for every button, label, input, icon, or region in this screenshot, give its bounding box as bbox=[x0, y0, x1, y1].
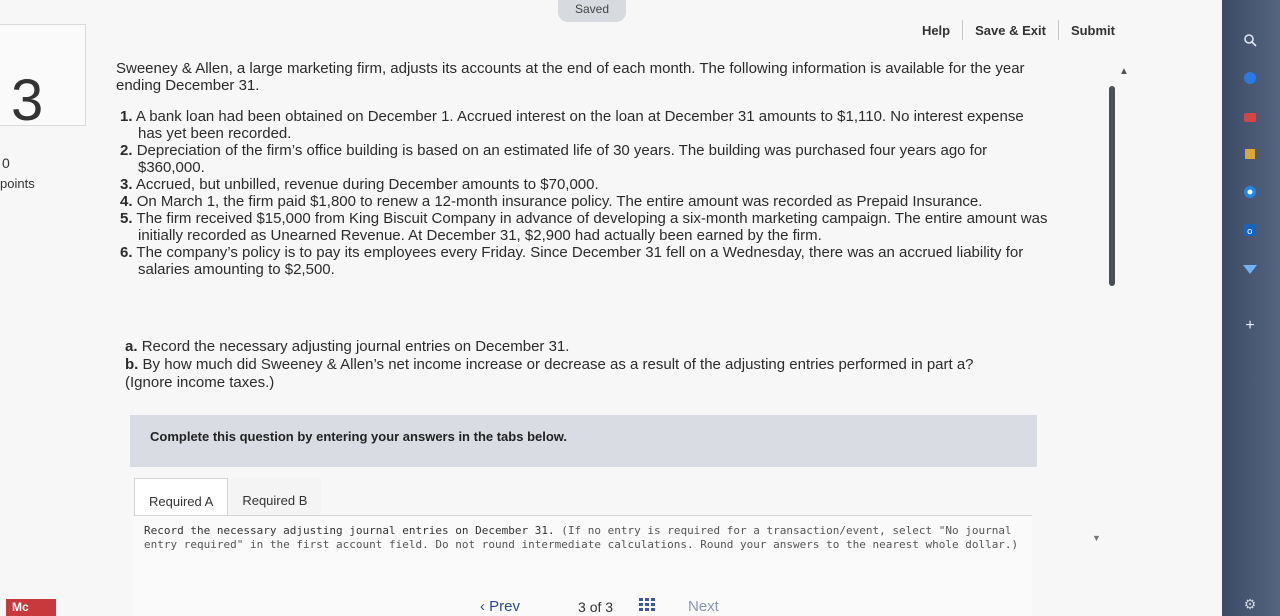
prev-button[interactable]: ‹ Prev bbox=[480, 598, 521, 615]
part-b: b. By how much did Sweeney & Allen’s net income increase or decrease as a result of the adjusting entries performed in part a? bbox=[125, 356, 974, 373]
help-link[interactable]: Help bbox=[921, 22, 951, 38]
chevron-down-icon[interactable]: ▼ bbox=[1092, 533, 1101, 543]
tab-required-b[interactable]: Required B bbox=[228, 478, 321, 524]
chevron-left-icon: ‹ bbox=[480, 598, 485, 615]
blue-circle-icon[interactable] bbox=[1240, 70, 1260, 86]
instruction-banner bbox=[130, 415, 1037, 467]
submit-button[interactable]: Submit bbox=[1070, 22, 1115, 38]
red-bag-icon[interactable] bbox=[1240, 108, 1260, 124]
search-icon[interactable] bbox=[1240, 32, 1260, 48]
blue-refresh-icon[interactable] bbox=[1240, 184, 1260, 200]
top-bar bbox=[0, 0, 1222, 52]
panel-instructions: Record the necessary adjusting journal entries on December 31. (If no entry is required for a transaction/event, select "No journal entry required" in the first account field. Do not round intermediate calculations. Round your answers to the nearest whole dollar.) bbox=[144, 524, 1019, 551]
scrollbar-thumb[interactable] bbox=[1109, 86, 1115, 286]
header-links bbox=[910, 20, 1127, 40]
part-a: a. Record the necessary adjusting journal entries on December 31. bbox=[125, 338, 570, 355]
points-value: 0 bbox=[2, 155, 10, 171]
gold-icon[interactable] bbox=[1240, 146, 1260, 162]
save-exit-button[interactable]: Save & Exit bbox=[975, 22, 1046, 38]
page-indicator: 3 of 3 bbox=[578, 599, 614, 615]
settings-icon[interactable]: ⚙ bbox=[1243, 595, 1257, 612]
list-item: 5. The firm received $15,000 from King Biscuit Company in advance of developing a six-month marketing campaign. The entire amount was initially recorded as Unearned Revenue. At December 31, $2,900 had actually been earned by the firm. bbox=[120, 210, 1048, 244]
grid-icon[interactable] bbox=[639, 598, 655, 612]
list-item: 6. The company’s policy is to pay its employees every Friday. Since December 31 fell on a Wednesday, there was an accrued liability for salaries amounting to $2,500. bbox=[120, 244, 1024, 278]
outlook-icon[interactable] bbox=[1240, 222, 1260, 238]
list-item: 1. A bank loan had been obtained on December 1. Accrued interest on the loan at December 31 amounts to $1,110. No interest expense has yet been recorded. bbox=[120, 108, 1024, 142]
saved-status: Saved bbox=[558, 0, 626, 22]
list-item: 3. Accrued, but unbilled, revenue during December amounts to $70,000. bbox=[120, 176, 599, 193]
svg-text:o: o bbox=[1247, 227, 1253, 237]
next-button[interactable]: Next bbox=[688, 598, 719, 615]
mcgraw-hill-logo: Mc bbox=[6, 599, 56, 616]
footer-nav bbox=[0, 592, 1222, 616]
question-parts bbox=[125, 338, 1025, 392]
plus-icon[interactable]: + bbox=[1245, 317, 1255, 334]
scroll-up-icon[interactable]: ▲ bbox=[1119, 66, 1129, 77]
part-b-note: (Ignore income taxes.) bbox=[125, 374, 275, 391]
tab-required-a[interactable]: Required A bbox=[134, 478, 228, 525]
question-intro: Sweeney & Allen, a large marketing firm, adjusts its accounts at the end of each month. The following information is available for the year ending December 31. bbox=[116, 60, 1025, 94]
info-list bbox=[120, 108, 1050, 278]
question-number: 3 bbox=[11, 68, 44, 133]
list-item: 2. Depreciation of the firm’s office building is based on an estimated life of 30 years. The building was purchased four years ago for $360,000. bbox=[120, 142, 988, 176]
question-number-box bbox=[0, 24, 86, 133]
scrollbar[interactable] bbox=[1109, 82, 1117, 292]
list-item: 4. On March 1, the firm paid $1,800 to renew a 12-month insurance policy. The entire amount was recorded as Prepaid Insurance. bbox=[120, 193, 983, 210]
browser-sidebar bbox=[1222, 0, 1280, 616]
instruction-text: Complete this question by entering your answers in the tabs below. bbox=[150, 429, 568, 444]
points-label: points bbox=[0, 176, 35, 191]
arrow-icon[interactable] bbox=[1240, 262, 1260, 278]
